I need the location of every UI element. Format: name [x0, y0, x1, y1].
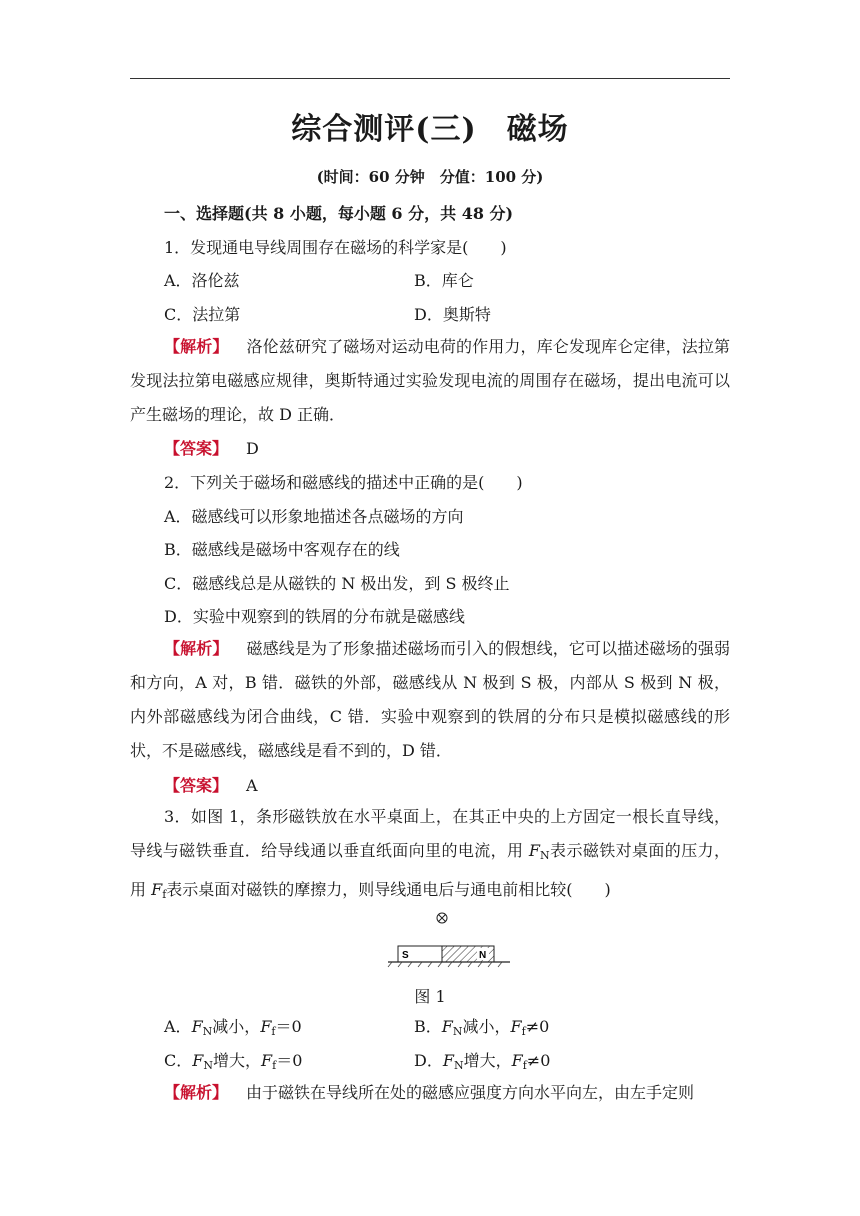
- exam-meta: (时间：60 分钟 分值：100 分): [316, 168, 544, 186]
- answer-label: 【答案】: [164, 776, 229, 795]
- q2-option-b: B．磁感线是磁场中客观存在的线: [164, 540, 400, 559]
- title-sub: 磁场: [506, 112, 569, 147]
- q2-analysis: 【解析】 磁感线是为了形象描述磁场而引入的假想线，它可以描述磁场的强弱和方向，A 对，B 错．磁铁的外部，磁感线从 N 极到 S 极，内部从 S 极到 N 极，内外部磁感线为闭合曲线，C 错．实验中观察到的铁屑的分布只是模拟磁感线的形状，不是磁感线，磁感线是看不到的，D 错．: [130, 639, 730, 760]
- wire-cross-icon: [437, 913, 447, 923]
- q2-option-a: A．磁感线可以形象地描述各点磁场的方向: [164, 507, 464, 526]
- question-2-stem: 2．下列关于磁场和磁感线的描述中正确的是( ): [164, 473, 523, 492]
- q1-option-d: D．奥斯特: [414, 305, 491, 324]
- top-rule: [130, 78, 730, 79]
- q1-analysis: 【解析】 洛伦兹研究了磁场对运动电荷的作用力，库仑发现库仑定律，法拉第发现法拉第电磁感应规律，奥斯特通过实验发现电流的周围存在磁场，提出电流可以产生磁场的理论，故 D 正确．: [130, 337, 730, 424]
- page-title: [0, 104, 860, 148]
- answer-label: 【答案】: [164, 439, 229, 458]
- analysis-label: 【解析】: [164, 1083, 229, 1102]
- q3-option-d: D．$F_N$增大，$F_f\ne 0$: [414, 1051, 551, 1072]
- magnet-s-label: S: [402, 950, 409, 961]
- figure-caption: 图 1: [414, 987, 446, 1006]
- analysis-label: 【解析】: [164, 639, 229, 658]
- q2-option-c: C．磁感线总是从磁铁的 N 极出发，到 S 极终止: [164, 574, 510, 593]
- q3-option-a: A．$F_N$减小，$F_f=0$: [164, 1017, 302, 1038]
- q3-analysis: 【解析】 由于磁铁在导线所在处的磁感应强度方向水平向左，由左手定则: [164, 1083, 695, 1102]
- q3-option-c: C．$F_N$增大，$F_f=0$: [164, 1051, 303, 1072]
- magnet-figure: [386, 908, 514, 970]
- analysis-label: 【解析】: [164, 337, 229, 356]
- q1-answer: 【答案】 D: [164, 439, 259, 458]
- q3-option-b: B．$F_N$减小，$F_f\ne 0$: [414, 1017, 550, 1038]
- section-heading: 一、选择题(共 8 小题，每小题 6 分，共 48 分): [164, 204, 514, 223]
- q1-option-b: B．库仑: [414, 271, 474, 290]
- q2-option-d: D．实验中观察到的铁屑的分布就是磁感线: [164, 607, 465, 626]
- q1-option-c: C．法拉第: [164, 305, 241, 324]
- title-main: 综合测评(三): [291, 112, 477, 147]
- table-hatch: [388, 962, 502, 967]
- q1-option-a: A．洛伦兹: [164, 271, 240, 290]
- magnet-n-label: N: [479, 950, 487, 961]
- question-1-stem: 1．发现通电导线周围存在磁场的科学家是( ): [164, 238, 507, 257]
- question-3-stem: 3．如图 1，条形磁铁放在水平桌面上，在其正中央的上方固定一根长直导线，导线与磁铁垂直．给导线通以垂直纸面向里的电流，用 $F_N$表示磁铁对桌面的压力，用 $F_f$表示桌面对磁铁的摩擦力，则导线通电后与通电前相比较( ): [130, 807, 730, 901]
- q2-answer: 【答案】 A: [164, 776, 258, 795]
